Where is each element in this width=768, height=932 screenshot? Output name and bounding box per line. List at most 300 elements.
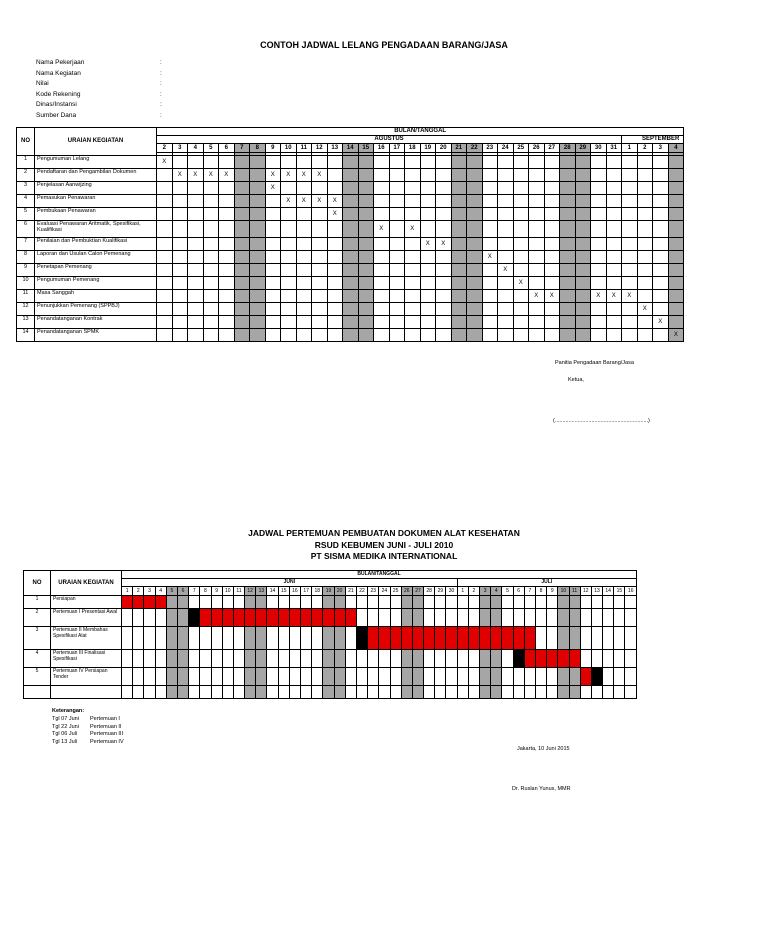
- note-item: Pertemuan I: [90, 716, 120, 722]
- day-header: 15: [278, 587, 289, 596]
- schedule-cell: [368, 650, 379, 668]
- schedule-mark: X: [420, 238, 436, 251]
- schedule-cell: [420, 290, 436, 303]
- schedule-cell: [482, 264, 498, 277]
- schedule-cell: [498, 182, 514, 195]
- schedule-cell: [544, 264, 560, 277]
- schedule-cell: [625, 650, 637, 668]
- schedule-cell: [390, 686, 401, 699]
- schedule-mark: X: [591, 290, 607, 303]
- schedule-cell: [296, 329, 312, 342]
- activity-label: Pengumuman Lelang: [35, 156, 157, 169]
- schedule-cell: [544, 316, 560, 329]
- schedule-cell: [467, 182, 483, 195]
- schedule-cell: [166, 650, 177, 668]
- schedule-cell: [312, 156, 328, 169]
- schedule-cell: [480, 609, 491, 627]
- schedule-cell: [296, 156, 312, 169]
- schedule-cell: [211, 650, 222, 668]
- schedule-cell: [343, 329, 359, 342]
- schedule-cell: [547, 668, 558, 686]
- schedule-cell: [544, 156, 560, 169]
- schedule-cell: [575, 156, 591, 169]
- schedule-cell: [420, 156, 436, 169]
- schedule-cell: [535, 596, 546, 609]
- schedule-cell: [569, 609, 580, 627]
- day-header: 10: [281, 144, 297, 153]
- schedule-cell: [256, 650, 267, 668]
- schedule-cell: [368, 686, 379, 699]
- schedule-cell: [334, 686, 345, 699]
- schedule-cell: [457, 668, 468, 686]
- schedule-cell: [529, 303, 545, 316]
- schedule-cell: [637, 208, 653, 221]
- schedule-mark: X: [265, 182, 281, 195]
- schedule-cell: [172, 316, 188, 329]
- note-item: Pertemuan IV: [90, 738, 124, 745]
- schedule-cell: [535, 686, 546, 699]
- schedule-cell: [356, 650, 367, 668]
- schedule-cell: [513, 264, 529, 277]
- schedule-cell: [668, 182, 684, 195]
- schedule-cell: [637, 264, 653, 277]
- schedule-cell: [219, 156, 235, 169]
- schedule-cell: [575, 169, 591, 182]
- schedule-cell: [356, 686, 367, 699]
- day-header: 3: [172, 144, 188, 153]
- schedule-cell: [172, 221, 188, 238]
- schedule-cell: [250, 264, 266, 277]
- schedule-cell: [245, 627, 256, 650]
- schedule-cell: [327, 277, 343, 290]
- day-header: 14: [267, 587, 278, 596]
- schedule-cell: [637, 251, 653, 264]
- schedule-cell: [144, 627, 155, 650]
- day-header: 2: [468, 587, 479, 596]
- info-colon: :: [160, 101, 162, 108]
- schedule-cell: [312, 208, 328, 221]
- schedule-cell: [234, 238, 250, 251]
- schedule-cell: [436, 169, 452, 182]
- schedule-cell: [498, 303, 514, 316]
- activity-label: Pertemuan III Finalisasi Spesifikasi: [51, 650, 122, 668]
- schedule-cell: [256, 668, 267, 686]
- meeting-schedule-table: [23, 570, 637, 699]
- schedule-cell: [203, 238, 219, 251]
- schedule-cell: [203, 290, 219, 303]
- schedule-mark: X: [312, 169, 328, 182]
- schedule-cell: [245, 650, 256, 668]
- schedule-cell: [668, 290, 684, 303]
- table-row: [24, 609, 637, 627]
- schedule-cell: [591, 182, 607, 195]
- row-number: 5: [17, 208, 35, 221]
- schedule-cell: [575, 208, 591, 221]
- schedule-cell: [203, 182, 219, 195]
- schedule-cell: [234, 195, 250, 208]
- schedule-cell: [312, 686, 323, 699]
- day-header: 20: [334, 587, 345, 596]
- schedule-cell: [653, 182, 669, 195]
- day-header: 6: [513, 587, 524, 596]
- schedule-cell: [467, 195, 483, 208]
- schedule-cell: [358, 169, 374, 182]
- schedule-cell: [265, 290, 281, 303]
- signature-line: (.............................................................): [553, 418, 650, 424]
- day-header: 15: [614, 587, 625, 596]
- schedule-cell: [544, 238, 560, 251]
- schedule-cell: [265, 156, 281, 169]
- schedule-cell: [480, 596, 491, 609]
- col-header-period: BULAN/TANGGAL: [122, 571, 637, 579]
- schedule-cell: [591, 316, 607, 329]
- table-row: [24, 627, 637, 650]
- schedule-cell: [603, 650, 614, 668]
- schedule-cell: [368, 596, 379, 609]
- day-header: 4: [188, 144, 204, 153]
- day-header: 14: [603, 587, 614, 596]
- schedule-cell: [374, 195, 390, 208]
- schedule-cell: [157, 195, 173, 208]
- day-header: 17: [389, 144, 405, 153]
- schedule-cell: [625, 627, 637, 650]
- schedule-cell: [603, 609, 614, 627]
- schedule-cell: [482, 221, 498, 238]
- schedule-cell: [234, 290, 250, 303]
- schedule-cell: [281, 264, 297, 277]
- schedule-cell: [222, 650, 233, 668]
- col-header-activity: URAIAN KEGIATAN: [51, 571, 122, 596]
- work-period-bar: [200, 609, 211, 627]
- schedule-mark: X: [327, 208, 343, 221]
- table-row: [24, 686, 637, 699]
- schedule-cell: [653, 208, 669, 221]
- schedule-cell: [544, 221, 560, 238]
- day-header: 4: [155, 587, 166, 596]
- schedule-cell: [265, 316, 281, 329]
- schedule-cell: [653, 303, 669, 316]
- schedule-cell: [544, 277, 560, 290]
- schedule-cell: [358, 221, 374, 238]
- schedule-cell: [250, 290, 266, 303]
- schedule-cell: [155, 668, 166, 686]
- schedule-cell: [436, 264, 452, 277]
- schedule-cell: [544, 169, 560, 182]
- schedule-cell: [653, 195, 669, 208]
- schedule-cell: [343, 277, 359, 290]
- day-header: 12: [312, 144, 328, 153]
- schedule-cell: [622, 264, 638, 277]
- schedule-cell: [401, 668, 412, 686]
- schedule-cell: [389, 221, 405, 238]
- schedule-cell: [296, 277, 312, 290]
- schedule-cell: [451, 156, 467, 169]
- schedule-cell: [203, 277, 219, 290]
- work-period-bar: [535, 650, 546, 668]
- schedule-cell: [172, 238, 188, 251]
- schedule-mark: X: [172, 169, 188, 182]
- schedule-cell: [358, 290, 374, 303]
- schedule-cell: [591, 195, 607, 208]
- schedule-cell: [389, 208, 405, 221]
- schedule-cell: [457, 686, 468, 699]
- schedule-cell: [420, 264, 436, 277]
- schedule-cell: [446, 650, 457, 668]
- schedule-cell: [245, 686, 256, 699]
- schedule-cell: [157, 182, 173, 195]
- day-header: 11: [569, 587, 580, 596]
- schedule-cell: [560, 195, 576, 208]
- day-header: 9: [211, 587, 222, 596]
- schedule-cell: [189, 596, 200, 609]
- row-number: 8: [17, 251, 35, 264]
- schedule-cell: [189, 627, 200, 650]
- schedule-cell: [529, 277, 545, 290]
- schedule-cell: [606, 251, 622, 264]
- day-header: 14: [343, 144, 359, 153]
- schedule-mark: X: [405, 221, 421, 238]
- schedule-cell: [575, 251, 591, 264]
- row-number: [24, 686, 51, 699]
- schedule-cell: [420, 303, 436, 316]
- schedule-cell: [436, 251, 452, 264]
- schedule-mark: X: [219, 169, 235, 182]
- schedule-cell: [436, 329, 452, 342]
- schedule-cell: [637, 277, 653, 290]
- activity-label: Penetapan Pemenang: [35, 264, 157, 277]
- schedule-cell: [211, 627, 222, 650]
- schedule-cell: [345, 596, 356, 609]
- schedule-cell: [668, 277, 684, 290]
- schedule-cell: [451, 329, 467, 342]
- activity-label: Pertemuan II Membahas Spesifikasi Alat: [51, 627, 122, 650]
- schedule-cell: [480, 650, 491, 668]
- schedule-cell: [203, 251, 219, 264]
- info-label: Nama Pekerjaan: [36, 59, 85, 66]
- schedule-cell: [544, 208, 560, 221]
- day-header: 24: [498, 144, 514, 153]
- schedule-cell: [668, 195, 684, 208]
- schedule-cell: [622, 251, 638, 264]
- schedule-cell: [637, 316, 653, 329]
- schedule-cell: [401, 650, 412, 668]
- row-number: 5: [24, 668, 51, 686]
- schedule-cell: [133, 686, 144, 699]
- schedule-cell: [312, 251, 328, 264]
- meeting-day-marker: [189, 609, 200, 627]
- schedule-cell: [200, 596, 211, 609]
- schedule-cell: [219, 221, 235, 238]
- day-header: 22: [467, 144, 483, 153]
- schedule-cell: [436, 195, 452, 208]
- schedule-cell: [172, 182, 188, 195]
- schedule-cell: [575, 182, 591, 195]
- schedule-cell: [323, 686, 334, 699]
- schedule-cell: [451, 277, 467, 290]
- schedule-cell: [379, 686, 390, 699]
- schedule-cell: [580, 609, 591, 627]
- schedule-cell: [653, 290, 669, 303]
- schedule-cell: [575, 303, 591, 316]
- schedule-cell: [436, 316, 452, 329]
- meeting-day-marker: [591, 668, 602, 686]
- schedule-cell: [544, 182, 560, 195]
- day-header: 13: [591, 587, 602, 596]
- schedule-cell: [234, 169, 250, 182]
- info-colon: :: [160, 69, 162, 77]
- schedule-mark: X: [265, 169, 281, 182]
- schedule-cell: [451, 169, 467, 182]
- schedule-cell: [491, 686, 502, 699]
- schedule-cell: [405, 316, 421, 329]
- day-header: 17: [301, 587, 312, 596]
- schedule-cell: [312, 316, 328, 329]
- day-header: 25: [390, 587, 401, 596]
- schedule-cell: [591, 238, 607, 251]
- schedule-cell: [312, 329, 328, 342]
- day-header: 10: [222, 587, 233, 596]
- schedule-cell: [606, 169, 622, 182]
- day-header: 2: [637, 144, 653, 153]
- schedule-cell: [390, 650, 401, 668]
- schedule-cell: [524, 686, 535, 699]
- schedule-cell: [420, 182, 436, 195]
- schedule-cell: [356, 668, 367, 686]
- schedule-cell: [498, 195, 514, 208]
- schedule-cell: [513, 668, 524, 686]
- schedule-cell: [312, 277, 328, 290]
- schedule-cell: [544, 195, 560, 208]
- col-header-no: NO: [24, 571, 51, 596]
- schedule-cell: [491, 650, 502, 668]
- schedule-cell: [513, 329, 529, 342]
- schedule-cell: [637, 329, 653, 342]
- schedule-cell: [544, 251, 560, 264]
- schedule-cell: [368, 609, 379, 627]
- schedule-cell: [234, 303, 250, 316]
- schedule-cell: [157, 238, 173, 251]
- schedule-cell: [172, 329, 188, 342]
- schedule-cell: [256, 627, 267, 650]
- activity-label: Penunjukkan Pemenang (SPPBJ): [35, 303, 157, 316]
- schedule-cell: [513, 316, 529, 329]
- table-row: [24, 596, 637, 609]
- schedule-cell: [219, 316, 235, 329]
- activity-label: Pertemuan I Presentasi Awal: [51, 609, 122, 627]
- table-row: [17, 238, 684, 251]
- schedule-cell: [267, 650, 278, 668]
- schedule-cell: [345, 668, 356, 686]
- schedule-cell: [591, 596, 602, 609]
- schedule-cell: [405, 156, 421, 169]
- day-header: 8: [250, 144, 266, 153]
- place-date: Jakarta, 10 Juni 2015: [517, 746, 570, 752]
- schedule-cell: [513, 221, 529, 238]
- row-number: 2: [24, 609, 51, 627]
- schedule-cell: [606, 238, 622, 251]
- work-period-bar: [502, 627, 513, 650]
- schedule-cell: [188, 290, 204, 303]
- schedule-cell: [211, 596, 222, 609]
- schedule-cell: [256, 596, 267, 609]
- schedule-cell: [606, 208, 622, 221]
- schedule-cell: [267, 686, 278, 699]
- schedule-cell: [482, 169, 498, 182]
- schedule-cell: [312, 290, 328, 303]
- schedule-cell: [358, 156, 374, 169]
- schedule-cell: [343, 316, 359, 329]
- schedule-cell: [250, 169, 266, 182]
- row-number: 14: [17, 329, 35, 342]
- schedule-cell: [560, 277, 576, 290]
- schedule-cell: [535, 668, 546, 686]
- schedule-mark: X: [327, 195, 343, 208]
- schedule-cell: [457, 596, 468, 609]
- schedule-cell: [424, 686, 435, 699]
- schedule-cell: [250, 303, 266, 316]
- schedule-cell: [203, 303, 219, 316]
- schedule-cell: [250, 208, 266, 221]
- day-header: 22: [356, 587, 367, 596]
- schedule-cell: [637, 238, 653, 251]
- info-label: Nilai: [36, 80, 49, 87]
- schedule-cell: [374, 290, 390, 303]
- schedule-cell: [420, 251, 436, 264]
- schedule-cell: [250, 238, 266, 251]
- activity-label: Penandatanganan Kontrak: [35, 316, 157, 329]
- schedule-cell: [482, 316, 498, 329]
- schedule-cell: [467, 251, 483, 264]
- schedule-cell: [482, 156, 498, 169]
- schedule-cell: [343, 264, 359, 277]
- schedule-cell: [558, 609, 569, 627]
- schedule-cell: [233, 650, 244, 668]
- schedule-cell: [451, 238, 467, 251]
- schedule-cell: [188, 221, 204, 238]
- schedule-cell: [498, 169, 514, 182]
- schedule-cell: [390, 668, 401, 686]
- schedule-cell: [250, 156, 266, 169]
- schedule-cell: [560, 208, 576, 221]
- work-period-bar: [301, 609, 312, 627]
- schedule-cell: [374, 169, 390, 182]
- month-header-august: AGUSTUS: [157, 136, 622, 144]
- schedule-cell: [301, 627, 312, 650]
- schedule-cell: [498, 156, 514, 169]
- schedule-cell: [668, 238, 684, 251]
- schedule-mark: X: [513, 277, 529, 290]
- work-period-bar: [547, 650, 558, 668]
- schedule-cell: [467, 316, 483, 329]
- schedule-cell: [606, 195, 622, 208]
- schedule-cell: [451, 251, 467, 264]
- work-period-bar: [289, 609, 300, 627]
- schedule-cell: [412, 609, 423, 627]
- schedule-cell: [233, 627, 244, 650]
- schedule-cell: [296, 290, 312, 303]
- schedule-cell: [219, 264, 235, 277]
- schedule-cell: [622, 195, 638, 208]
- day-header: 4: [668, 144, 684, 153]
- row-number: 3: [17, 182, 35, 195]
- schedule-cell: [188, 277, 204, 290]
- schedule-cell: [256, 686, 267, 699]
- schedule-cell: [200, 650, 211, 668]
- schedule-cell: [278, 650, 289, 668]
- schedule-cell: [668, 264, 684, 277]
- schedule-cell: [345, 627, 356, 650]
- schedule-cell: [498, 316, 514, 329]
